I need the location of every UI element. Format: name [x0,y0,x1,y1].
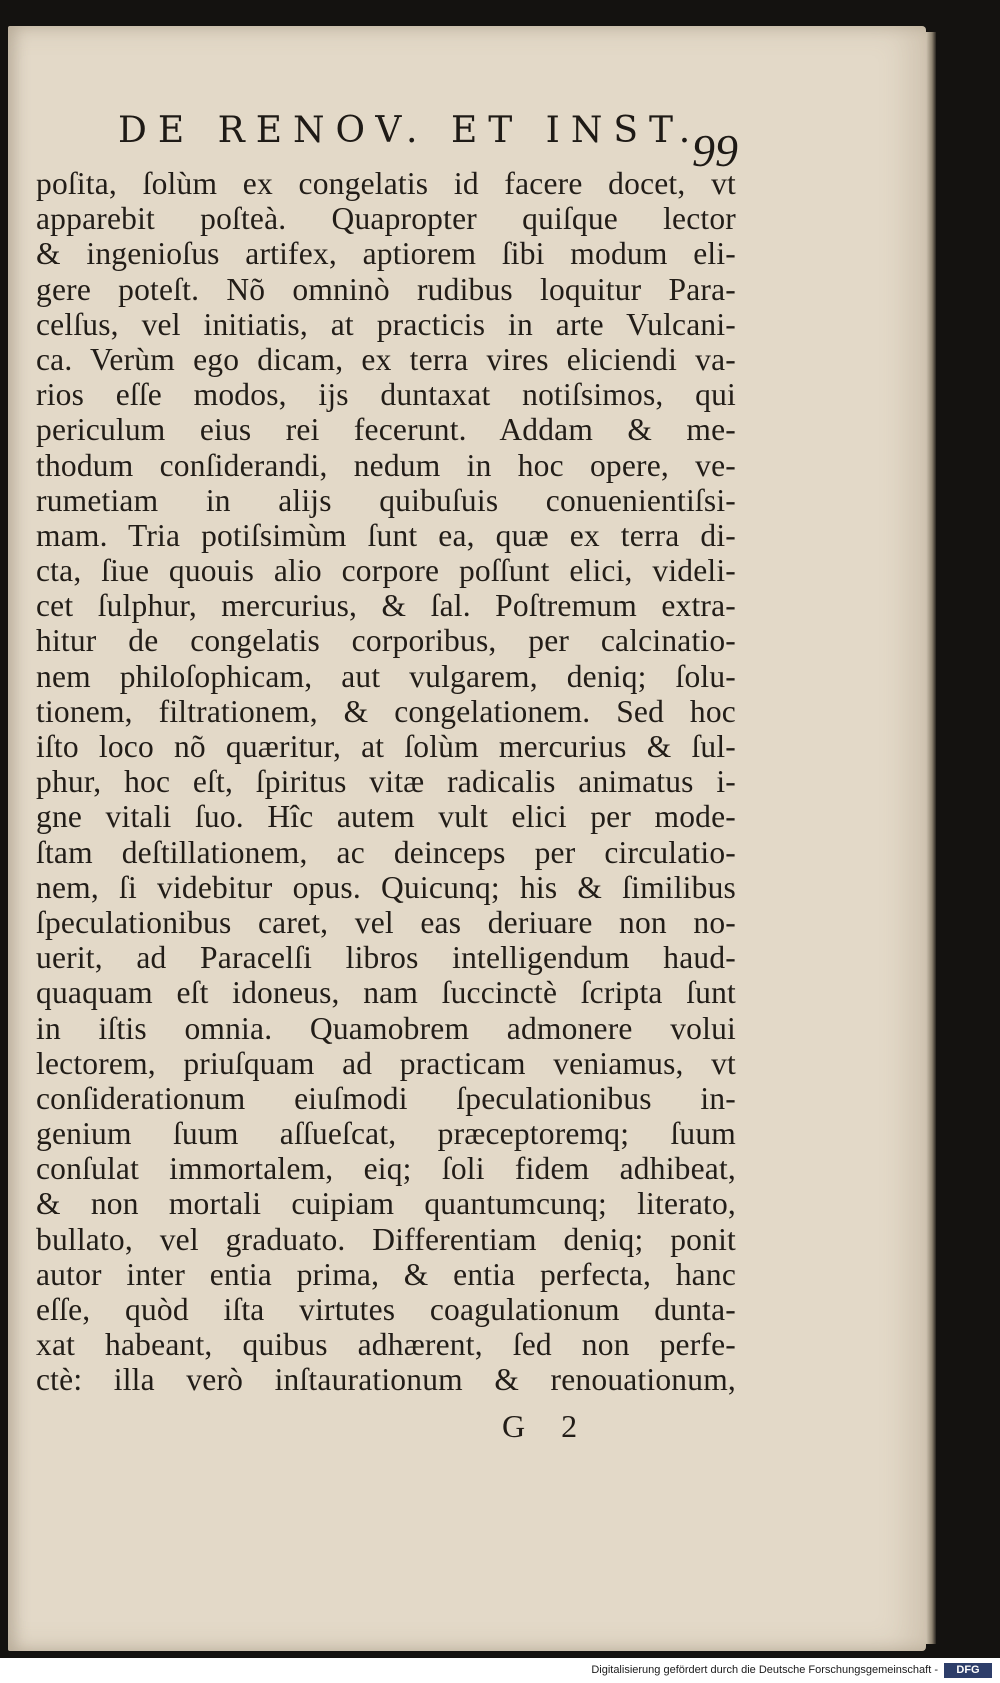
text-line: ſpeculationibus caret, vel eas deriuare non no- [36,904,736,940]
text-line: conſulat immortalem, eiq; ſoli fidem adhibeat, [36,1151,736,1187]
text-line: ſtam deſtillationem, ac deinceps per circulatio- [36,834,736,870]
text-line: tionem, filtrationem, & congelationem. Sed hoc [36,693,736,729]
running-head: DE RENOV. ET INST. [118,110,702,151]
text-line: nem, ſi videbitur opus. Quicunq; his & ſimilibus [36,869,736,905]
text-line: conſiderationum eiuſmodi ſpeculationibus in- [36,1080,736,1116]
text-line: autor inter entia prima, & entia perfecta, hanc [36,1256,736,1292]
text-line: uerit, ad Paracelſi libros intelligendum haud- [36,940,736,976]
text-line: lectorem, priuſquam ad practicam veniamus, vt [36,1045,736,1081]
text-line: iſto loco nõ quæritur, at ſolùm mercurius & ſul- [36,729,736,764]
digitization-credit: Digitalisierung gefördert durch die Deutsche Forschungsgemeinschaft - [591,1664,938,1676]
text-line: ca. Verùm ego dicam, ex terra vires eliciendi va- [36,341,736,377]
text-line: celſus, vel initiatis, at practicis in arte Vulcani- [36,306,736,342]
text-line: & ingenioſus artifex, aptiorem ſibi modum eli- [36,236,736,272]
text-line: thodum conſiderandi, nedum in hoc opere, ve- [36,447,736,483]
text-line: xat habeant, quibus adhærent, ſed non perfe- [36,1327,736,1363]
text-line: cet ſulphur, mercurius, & ſal. Poſtremum extra- [36,588,736,624]
text-line: poſita, ſolùm ex congelatis id facere docet, vt [36,166,736,201]
dfg-logo: DFG [944,1663,992,1678]
text-line: & non mortali cuipiam quantumcunq; literato, [36,1186,736,1222]
text-line: bullato, vel graduato. Differentiam deniq; ponit [36,1221,736,1257]
text-line: mam. Tria potiſsimùm ſunt ea, quæ ex terra di- [36,517,736,553]
text-line: apparebit poſteà. Quapropter quiſque lector [36,201,736,237]
text-line: gere poteſt. Nõ omninò rudibus loquitur Para- [36,271,736,307]
text-line: genium ſuum aſſueſcat, præceptoremq; ſuum [36,1116,736,1152]
text-line: rios eſſe modos, ijs duntaxat notiſsimos, qui [36,377,736,413]
page-edge [926,32,936,1644]
text-line: eſſe, quòd iſta virtutes coagulationum dunta- [36,1292,736,1327]
text-line: nem philoſophicam, aut vulgarem, deniq; ſolu- [36,658,736,694]
text-line: quaquam eſt idoneus, nam ſuccinctè ſcripta ſunt [36,975,736,1011]
text-line: phur, hoc eſt, ſpiritus vitæ radicalis animatus i- [36,764,736,800]
body-text [14,166,736,1398]
text-line: in iſtis omnia. Quamobrem admonere volui [36,1010,736,1046]
text-line: cta, ſiue quouis alio corpore poſſunt elici, videli- [36,553,736,589]
text-line: gne vitali ſuo. Hîc autem vult elici per mode- [36,799,736,835]
text-line: ctè: illa verò inſtaurationum & renouationum, [36,1362,736,1398]
text-line: periculum eius rei fecerunt. Addam & me- [36,412,736,448]
text-line: hitur de congelatis corporibus, per calcinatio- [36,623,736,659]
text-line: rumetiam in alijs quibuſuis conuenientiſsi- [36,482,736,518]
page-number: 99 [692,125,738,176]
signature-mark: G 2 [502,1408,592,1444]
